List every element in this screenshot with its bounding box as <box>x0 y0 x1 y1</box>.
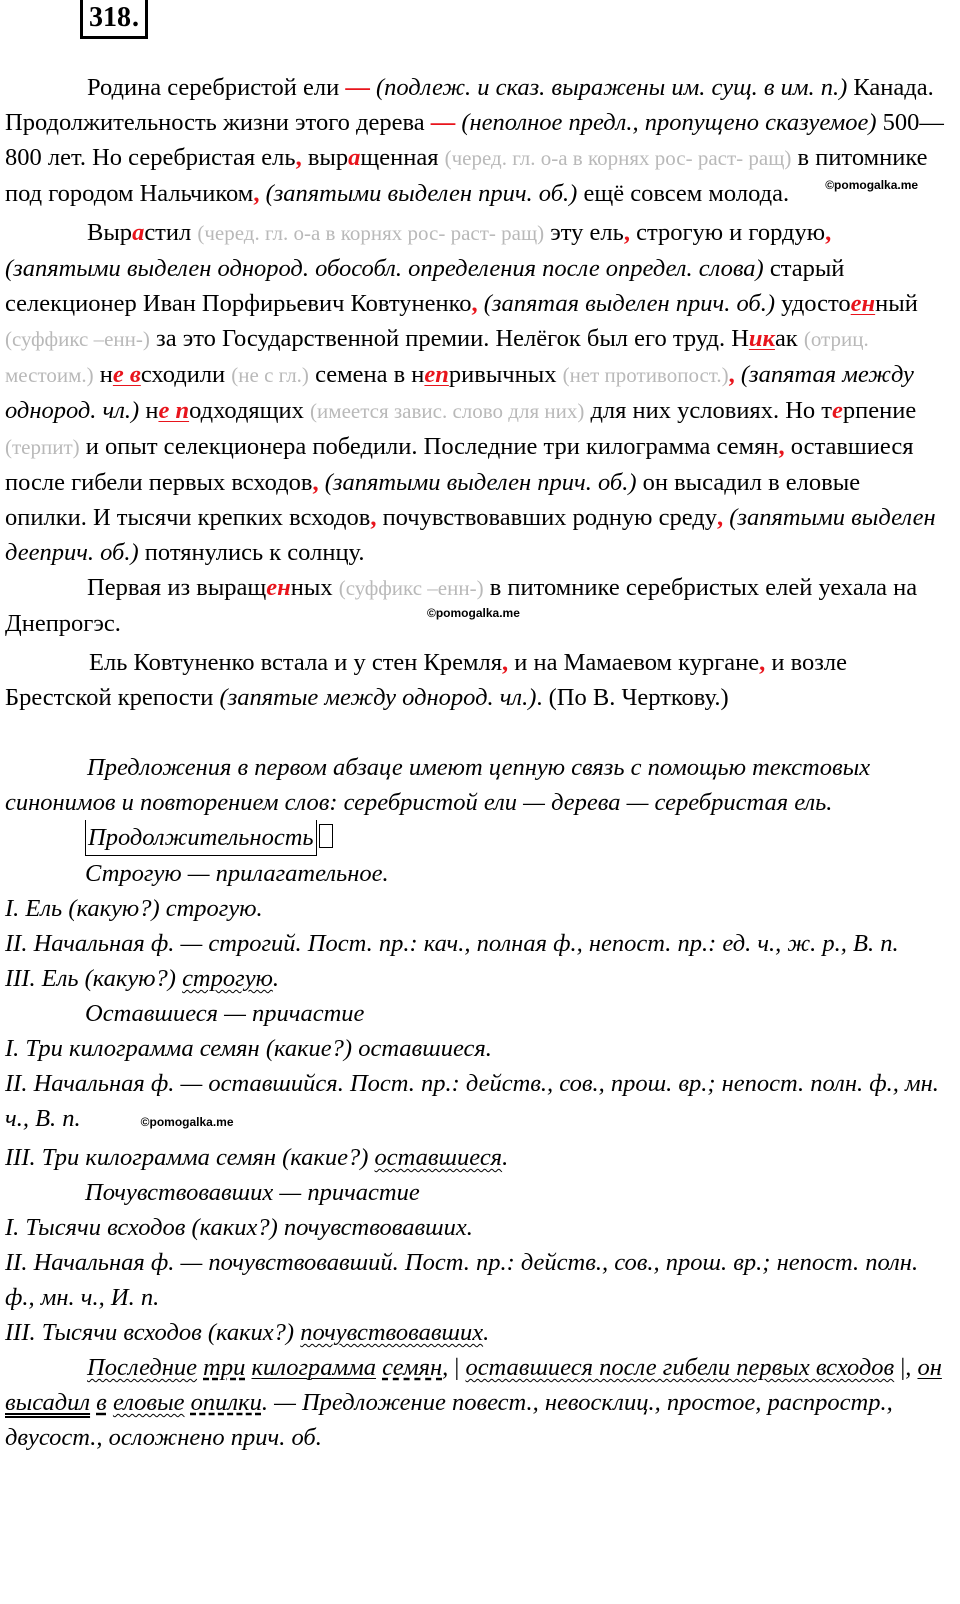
note: (запятыми выделен прич. об.) <box>318 469 637 496</box>
text-run: . — Предложение повест., невосклиц., простое, распростр., двусост., осложнено прич. об. <box>5 1389 893 1451</box>
paragraph-3 <box>5 570 945 645</box>
word-parse: Продолжительность <box>85 820 317 856</box>
red-comma: , <box>501 649 509 676</box>
text-run: II. Начальная ф. — оставшийся. Пост. пр.: действ., сов., прош. вр.; непост. полн. ф., мн. ч., В. п. <box>5 1070 939 1132</box>
red-comma: , <box>471 290 478 317</box>
red-letter: а <box>132 219 145 246</box>
adjective-step-1: I. Ель (какую?) строгую. <box>5 895 263 922</box>
word-predicate: высадил <box>5 1389 91 1416</box>
text-run: , <box>905 1354 918 1381</box>
exercise-number <box>80 0 148 39</box>
grey-note: (суффикс –енн-) <box>5 327 150 351</box>
text-run: сходили <box>140 361 232 388</box>
red-comma: , <box>717 504 724 531</box>
red-comma: , <box>825 219 832 246</box>
red-suffix: ен <box>850 290 876 317</box>
watermark: ©pomogalka.me <box>825 178 919 192</box>
text-run: . <box>272 965 279 992</box>
text-run: эту ель <box>544 219 624 246</box>
word-object: в <box>96 1389 107 1416</box>
participle-2-step-1: I. Тысячи всходов (каких?) почувствовавших. <box>5 1214 473 1241</box>
phrase-boundary: | <box>454 1354 460 1381</box>
wavy-underlined-word: строгую <box>182 965 273 992</box>
analysis <box>5 750 945 1455</box>
phrase-boundary: | <box>900 1354 906 1381</box>
participle-1-step-3 <box>5 1140 945 1175</box>
text-run: стил <box>144 219 198 246</box>
text-run: за это Государственной премии. Нелёгок был его труд. Н <box>149 325 749 352</box>
red-comma: , <box>295 144 302 171</box>
syntax-parse <box>5 1350 945 1455</box>
note: (неполное предл., пропущено сказуемое) <box>455 109 877 136</box>
red-comma: , <box>759 649 766 676</box>
text-run: ривычных <box>448 361 563 388</box>
red-letters: ик <box>748 325 775 352</box>
text-run: Канада. Продолжительность жизни этого дерева <box>5 74 934 136</box>
word-parse-row <box>5 820 945 856</box>
red-comma: , <box>623 219 630 246</box>
text-run: и возле Брестской крепости <box>5 649 848 711</box>
participial-phrase: оставшиеся после гибели первых всходов <box>465 1354 895 1381</box>
text-run: почувствовавших родную среду <box>376 504 717 531</box>
watermark: ©pomogalka.me <box>427 606 520 620</box>
note: (подлеж. и сказ. выражены им. сущ. в им. п.) <box>369 74 848 101</box>
grey-note: (терпит) <box>5 435 80 459</box>
text-run: в питомнике серебристых елей уехала на Днепрогэс. <box>5 574 918 637</box>
text-run: ещё совсем молода. <box>577 180 790 207</box>
note: (запятыми выделен дееприч. об.) <box>5 504 936 566</box>
text-run: для них условиях. Но т <box>584 397 832 424</box>
ending-box <box>319 824 333 848</box>
text-run: старый селекционер Иван Порфирьевич Ковтуненко <box>5 255 845 317</box>
red-letter: а <box>348 144 361 171</box>
red-comma: , <box>778 433 785 460</box>
word-attribute: три <box>203 1354 246 1381</box>
red-comma: , <box>312 469 319 496</box>
word-subject-part: килограмма <box>251 1354 377 1381</box>
red-comma: , <box>370 504 377 531</box>
word-subject: он <box>917 1354 942 1381</box>
grey-note: (суффикс –енн-) <box>338 576 484 600</box>
word-attribute: еловые <box>112 1389 185 1416</box>
participle-1-step-2 <box>5 1066 945 1140</box>
text-run: Выр <box>87 219 133 246</box>
text-run: . (По В. Черткову.) <box>536 684 729 711</box>
text-run: н <box>139 397 159 424</box>
red-comma: , <box>728 361 735 388</box>
text-run: одходящих <box>189 397 311 424</box>
text-run: . <box>483 1319 490 1346</box>
text-run: н <box>93 361 113 388</box>
text-run: Ель Ковтуненко встала и у стен Кремля <box>89 649 502 676</box>
note: (запятые между однород. чл.) <box>219 684 537 711</box>
text-run: , <box>442 1354 455 1381</box>
grey-note: (отриц. местоим.) <box>5 327 869 387</box>
note: (запятая выделен прич. об.) <box>477 290 775 317</box>
text-run: и опыт селекционера победили. Последние три килограмма семян <box>79 433 779 460</box>
text-run: выр <box>301 144 349 171</box>
red-letters: е в <box>112 361 141 388</box>
word-object: опилки <box>190 1389 262 1416</box>
red-suffix: ен <box>266 574 291 601</box>
grey-note: (не с гл.) <box>231 363 309 387</box>
text-run: III. Три килограмма семян (какие?) <box>5 1144 375 1171</box>
red-dash: — <box>345 74 370 101</box>
text-run: потянулись к солнцу. <box>138 539 365 566</box>
spacer <box>5 715 945 750</box>
text-run: . <box>502 1144 509 1171</box>
text-run: в питомнике под городом Нальчиком <box>5 144 928 207</box>
participle-2-step-3 <box>5 1315 945 1350</box>
text-run: Первая из выращ <box>87 574 267 601</box>
text-run: семена в н <box>308 361 425 388</box>
exercise-text <box>5 70 945 1455</box>
text-run: удосто <box>774 290 851 317</box>
participle-1-heading: Оставшиеся — причастие <box>85 1000 365 1027</box>
wavy-underlined-word: почувствовавших <box>300 1319 484 1346</box>
paragraph-4 <box>5 645 945 715</box>
text-run: ных <box>290 574 339 601</box>
paragraph-2 <box>5 215 945 570</box>
text-run: ный <box>875 290 918 317</box>
text-run: строгую и гордую <box>629 219 826 246</box>
adjective-step-2: II. Начальная ф. — строгий. Пост. пр.: кач., полная ф., непост. пр.: ед. ч., ж. р., В. п. <box>5 930 899 957</box>
red-comma: , <box>253 180 260 207</box>
paragraph-1 <box>5 70 945 215</box>
participle-1-step-1: I. Три килограмма семян (какие?) оставшиеся. <box>5 1035 492 1062</box>
text-run: Родина серебристой ели <box>87 74 346 101</box>
chain-link-note: Предложения в первом абзаце имеют цепную связь с помощью текстовых синонимов и повторением слов: серебристой ели — дерева — серебристая ель. <box>5 754 871 816</box>
text-run: оставшиеся после гибели первых всходов <box>5 433 914 496</box>
red-letter: е <box>831 397 843 424</box>
note: (запятыми выделен прич. об.) <box>259 180 578 207</box>
grey-note: (нет противопост.) <box>562 363 729 387</box>
text-run: 500—800 лет. Но серебристая ель <box>5 109 944 171</box>
red-dash: — <box>430 109 456 136</box>
grey-note: (черед. гл. о-а в корнях рос- раст- ращ) <box>197 221 545 245</box>
word-attribute: Последние <box>87 1354 198 1381</box>
text-run: ак <box>774 325 804 352</box>
word-object: семян <box>382 1354 443 1381</box>
grey-note: (имеется завис. слово для них) <box>310 399 585 423</box>
note: (запятая между однород. чл.) <box>5 361 914 424</box>
text-run: и на Мамаевом кургане <box>508 649 760 676</box>
watermark: ©pomogalka.me <box>140 1115 234 1129</box>
adjective-step-3 <box>5 961 945 996</box>
text-run: рпение <box>842 397 917 424</box>
participle-2-step-2: II. Начальная ф. — почувствовавший. Пост. пр.: действ., сов., прош. вр.; непост. полн. ф., мн. ч., И. п. <box>5 1249 919 1311</box>
text-run: III. Ель (какую?) <box>5 965 183 992</box>
red-letters: еп <box>424 361 449 388</box>
adjective-heading: Строгую — прилагательное. <box>85 860 389 887</box>
grey-note: (черед. гл. о-а в корнях рос- раст- ращ) <box>444 146 792 170</box>
text-run: щенная <box>360 144 445 171</box>
exercise-number-text: 318 <box>89 2 131 33</box>
exercise-number-dot: . <box>132 2 139 33</box>
participle-2-heading: Почувствовавших — причастие <box>85 1179 420 1206</box>
wavy-underlined-word: оставшиеся <box>374 1144 503 1171</box>
text-run: он высадил в еловые опилки. И тысячи крепких всходов <box>5 469 861 531</box>
red-letters: е п <box>158 397 190 424</box>
note: (запятыми выделен однород. обособл. определения после определ. слова) <box>5 255 764 282</box>
text-run: III. Тысячи всходов (каких?) <box>5 1319 301 1346</box>
